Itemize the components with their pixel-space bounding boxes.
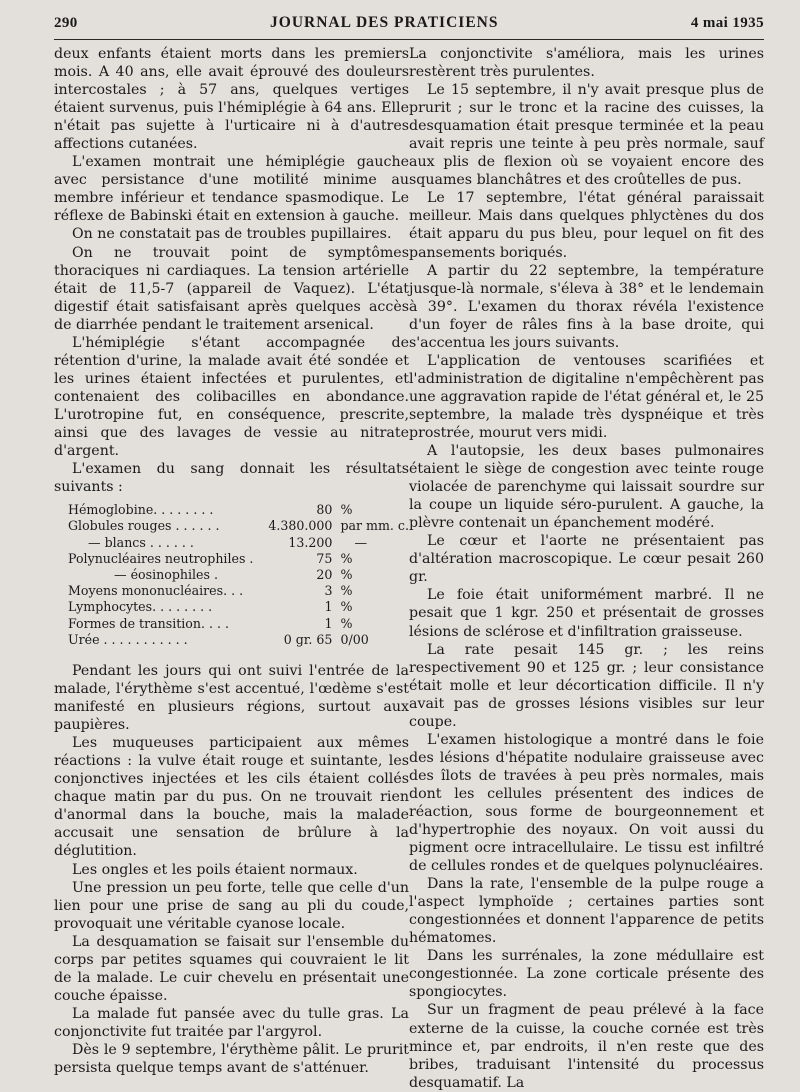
- lab-unit: %: [340, 550, 353, 566]
- journal-title: JOURNAL DES PRATICIENS: [270, 14, 499, 31]
- table-row: [54, 518, 409, 534]
- paragraph: Dès le 9 septembre, l'érythème pâlit. Le prurit persista quelque temps avant de s'atténuer.: [54, 1041, 409, 1077]
- issue-date: 4 mai 1935: [690, 15, 764, 31]
- table-row: [54, 599, 409, 615]
- paragraph: Pendant les jours qui ont suivi l'entrée de la malade, l'érythème s'est accentué, l'œdème s'est manifesté en plusieurs régions, surtout aux paupières.: [54, 663, 409, 734]
- table-row: [54, 535, 409, 551]
- lab-name: Hémoglobine. . . . . . . .: [68, 502, 214, 518]
- paragraph: La desquamation se faisait sur l'ensemble du corps par petites squames qui couvraient le lit de la malade. Le cuir chevelu en présentait une couche épaisse.: [54, 933, 409, 1004]
- paragraph: L'hémiplégie s'étant accompagnée de rétention d'urine, la malade avait été sondée et les urines étaient infectées et purulentes, et contenaient des colibacilles en abondance. L'urotropine fut, en conséquence, prescrite, ainsi que des lavages de vessie au nitrate d'argent.: [54, 334, 409, 460]
- paragraph: L'application de ventouses scarifiées et l'administration de digitaline n'empêchèrent pas une aggravation rapide de l'état général et, le 25 septembre, la malade très dyspnéique et très prostrée, mourut vers midi.: [409, 352, 764, 441]
- lab-name: Moyens mononucléaires. . .: [68, 583, 244, 599]
- paragraph: L'examen histologique a montré dans le foie des lésions d'hépatite nodulaire graisseuse avec des îlots de travées à peu près normales, mais dont les cellules présentent des indices de réaction, sous forme de bourgeonnement et d'hypertrophie des noyaux. On voit aussi du pigment ocre intracellulaire. Le tissu est infiltré de cellules rondes et de quelques polynucléaires.: [409, 731, 764, 875]
- paragraph: Les muqueuses participaient aux mêmes réactions : la vulve était rouge et suintante, les conjonctives injectées et les cils étaient collés chaque matin par du pus. On ne trouvait rien d'anormal dans la bouche, mais la malade accusait une sensation de brûlure à la déglutition.: [54, 735, 409, 860]
- paragraph: Sur un fragment de peau prélevé à la face externe de la cuisse, la couche cornée est très mince et, par endroits, il n'en reste que des bribes, traduisant l'intensité du processus desquamatif. La: [409, 1002, 764, 1091]
- lab-unit: %: [340, 599, 353, 615]
- table-row: [54, 551, 409, 567]
- left-column: [54, 45, 409, 1092]
- lab-unit: %: [340, 502, 353, 518]
- lab-unit: 0/00: [340, 631, 369, 647]
- paragraph: On ne constatait pas de troubles pupillaires.: [72, 226, 392, 243]
- table-row: [54, 583, 409, 599]
- table-row: [54, 567, 409, 583]
- paragraph: Le cœur et l'aorte ne présentaient pas d'altération macroscopique. Le cœur pesait 260 gr.: [409, 533, 764, 586]
- paragraph: deux enfants étaient morts dans les premiers mois. A 40 ans, elle avait éprouvé des douleurs intercostales ; à 57 ans, quelques vertiges étaient survenus, puis l'hémiplégie à 64 ans. Elle n'était pas sujette à l'urticaire ni à d'autres affections cutanées.: [54, 46, 409, 153]
- table-row: [54, 632, 409, 648]
- lab-unit: —: [354, 534, 368, 550]
- lab-value: 80: [316, 502, 333, 518]
- running-head: [54, 14, 764, 36]
- paragraph: A l'autopsie, les deux bases pulmonaires étaient le siège de congestion avec teinte rouge violacée de parenchyme qui laissait sourdre sur la coupe un liquide séro-purulent. A gauche, la plèvre contenait un épanchement modéré.: [409, 443, 764, 532]
- paragraph: Le 15 septembre, il n'y avait presque plus de prurit ; sur le tronc et la racine des cuisses, la desquamation était presque terminée et la peau avait repris une teinte à peu près normale, sauf aux plis de flexion où se voyaient encore des squames blanchâtres et des croûtelles de pus.: [409, 82, 764, 189]
- paragraph: Dans les surrénales, la zone médullaire est congestionnée. La zone corticale présente des spongiocytes.: [409, 948, 764, 1001]
- lab-name: Formes de transition. . . .: [68, 615, 230, 631]
- lab-value: 13.200: [288, 534, 333, 550]
- table-row: [54, 502, 409, 518]
- lab-name: Urée . . . . . . . . . . .: [68, 631, 188, 647]
- two-column-body: [54, 45, 764, 1092]
- lab-name: Globules rouges . . . . . .: [68, 518, 220, 534]
- lab-value: 1: [324, 599, 333, 615]
- lab-name: — éosinophiles .: [114, 566, 218, 582]
- paragraph: La conjonctivite s'améliora, mais les urines restèrent très purulentes.: [409, 46, 764, 81]
- paragraph: Le 17 septembre, l'état général paraissait meilleur. Mais dans quelques phlyctènes du dos était apparu du pus bleu, pour lequel on fit des pansements boriqués.: [409, 190, 764, 261]
- lab-value: 3: [324, 583, 333, 599]
- lab-name: Polynucléaires neutrophiles .: [68, 550, 254, 566]
- lab-name: Lymphocytes. . . . . . . .: [68, 599, 213, 615]
- lab-unit: %: [340, 566, 353, 582]
- lab-unit: %: [340, 583, 353, 599]
- paragraph: La malade fut pansée avec du tulle gras. La conjonctivite fut traitée par l'argyrol.: [54, 1005, 409, 1040]
- paragraph: L'examen montrait une hémiplégie gauche avec persistance d'une motilité minime au membre inférieur et tendance spasmodique. Le réflexe de Babinski était en extension à gauche.: [54, 154, 409, 225]
- lab-value: 20: [316, 566, 333, 582]
- header-rule: [54, 39, 764, 40]
- table-row: [54, 616, 409, 632]
- paragraph: Les ongles et les poils étaient normaux.: [72, 861, 358, 878]
- blood-test-table: [54, 502, 409, 648]
- paragraph: On ne trouvait point de symptômes thoraciques ni cardiaques. La tension artérielle était de 11,5-7 (appareil de Vaquez). L'état digestif était satisfaisant après quelques accès de diarrhée pendant le traitement arsenical.: [54, 244, 409, 333]
- lab-unit: par mm. c.: [340, 518, 409, 534]
- paragraph: La rate pesait 145 gr. ; les reins respectivement 90 et 125 gr. ; leur consistance était molle et leur décortication difficile. Il n'y avait pas de grosses lésions visibles sur leur coupe.: [409, 641, 764, 730]
- page-number: 290: [54, 15, 78, 31]
- lab-value: 1: [324, 615, 333, 631]
- paragraph: Dans la rate, l'ensemble de la pulpe rouge a l'aspect lymphoïde ; certaines parties sont congestionnées et donnent l'apparence de petits hématomes.: [409, 876, 764, 947]
- lab-value: 75: [316, 550, 333, 566]
- paragraph: Le foie était uniformément marbré. Il ne pesait que 1 kgr. 250 et présentait de grosses lésions de sclérose et d'infiltration graisseuse.: [409, 587, 764, 640]
- right-column: [409, 45, 764, 1092]
- lab-value: 4.380.000: [268, 518, 333, 534]
- lab-results-intro: L'examen du sang donnait les résultats suivants :: [54, 461, 409, 496]
- lab-name: — blancs . . . . . .: [88, 534, 194, 550]
- paragraph: Une pression un peu forte, telle que celle d'un lien pour une prise de sang au pli du coude, provoquait une véritable cyanose locale.: [54, 879, 409, 932]
- lab-unit: %: [340, 615, 353, 631]
- paragraph: A partir du 22 septembre, la température jusque-là normale, s'éleva à 38° et le lendemain à 39°. L'examen du thorax révéla l'existence d'un foyer de râles fins à la base droite, qui s'accentua les jours suivants.: [409, 262, 764, 351]
- lab-value: 0 gr. 65: [283, 631, 333, 647]
